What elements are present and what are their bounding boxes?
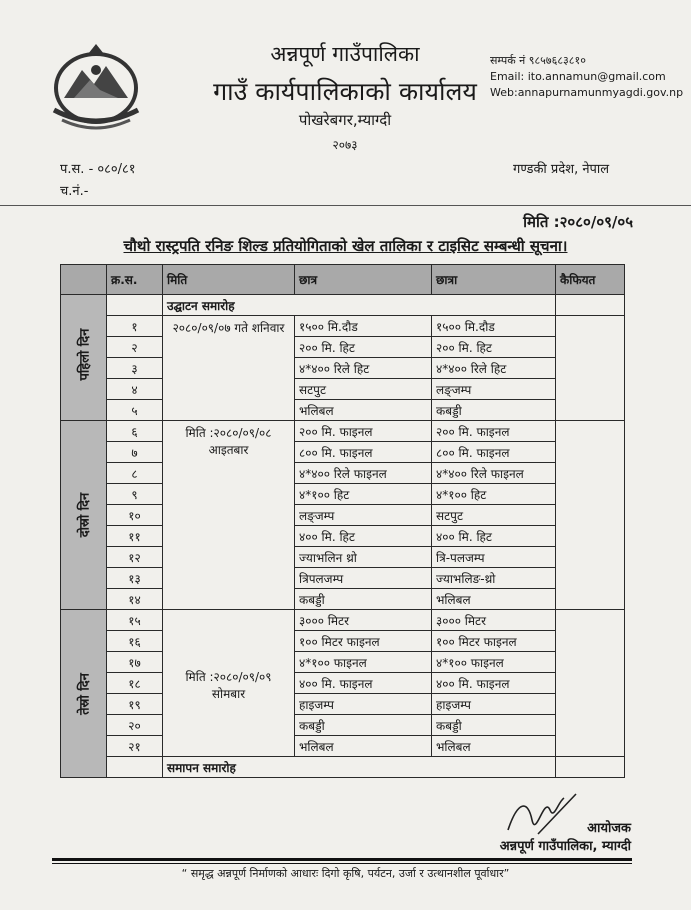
serial-number: १७ (107, 652, 163, 673)
boys-event: ज्याभलिन थ्रो (295, 547, 432, 568)
boys-event: ४०० मि. फाइनल (295, 673, 432, 694)
table-row (61, 631, 625, 652)
girls-event: ३००० मिटर (432, 610, 556, 631)
girls-event: सटपुट (432, 505, 556, 526)
table-row (61, 652, 625, 673)
table-row (61, 337, 625, 358)
girls-event: भलिबल (432, 736, 556, 757)
table-row (61, 316, 625, 337)
serial-number: ४ (107, 379, 163, 400)
day-label-cell (61, 610, 107, 778)
table-row (61, 442, 625, 463)
boys-event: ८०० मि. फाइनल (295, 442, 432, 463)
table-row (61, 673, 625, 694)
boys-event: ४*१०० फाइनल (295, 652, 432, 673)
table-row (61, 484, 625, 505)
serial-number: ८ (107, 463, 163, 484)
boys-event: हाइजम्प (295, 694, 432, 715)
serial-number: २० (107, 715, 163, 736)
serial-number: ९ (107, 484, 163, 505)
day-date-cell (163, 421, 295, 610)
serial-number: ५ (107, 400, 163, 421)
girls-event: हाइजम्प (432, 694, 556, 715)
notice-date: मिति :२०८०/०९/०५ (523, 213, 633, 231)
serial-number: १९ (107, 694, 163, 715)
reference-number: प.स. - ०८०/८१ (60, 162, 136, 177)
girls-event: ४०० मि. फाइनल (432, 673, 556, 694)
day-date: मिति :२०८०/०९/०९ (185, 669, 272, 684)
girls-event: २०० मि. फाइनल (432, 421, 556, 442)
boys-event: भलिबल (295, 400, 432, 421)
serial-number: ११ (107, 526, 163, 547)
office-title: गाउँ कार्यपालिकाको कार्यालय (213, 77, 477, 106)
table-row (61, 757, 625, 778)
table-row (61, 463, 625, 484)
girls-event: त्रि-पलजम्प (432, 547, 556, 568)
girls-event: ८०० मि. फाइनल (432, 442, 556, 463)
girls-event: २०० मि. हिट (432, 337, 556, 358)
serial-number: २१ (107, 736, 163, 757)
girls-event: लङ्जम्प (432, 379, 556, 400)
serial-number: १३ (107, 568, 163, 589)
column-header-date: मिति (163, 265, 295, 295)
notice-subject: चौथो रास्ट्रपति रनिङ शिल्ड प्रतियोगिताको खेल तालिका र टाइसिट सम्बन्धी सूचना। (123, 237, 568, 255)
organiser-label: आयोजक (587, 821, 631, 836)
table-row (61, 568, 625, 589)
table-row (61, 358, 625, 379)
office-name: अन्नपूर्ण गाउँपालिका (270, 42, 420, 66)
column-header-boys: छात्र (295, 265, 432, 295)
day-label: पहिलो दिन (77, 328, 93, 380)
boys-event: ४*४०० रिले हिट (295, 358, 432, 379)
province-name: गण्डकी प्रदेश, नेपाल (513, 162, 610, 177)
day-label: तेस्रो दिन (77, 672, 93, 715)
opening-ceremony: उद्घाटन समारोह (163, 295, 556, 316)
boys-event: १५०० मि.दौड (295, 316, 432, 337)
serial-number: २ (107, 337, 163, 358)
boys-event: ४*१०० हिट (295, 484, 432, 505)
footer-divider-thin (52, 863, 632, 864)
day-label-cell (61, 421, 107, 610)
day-date-cell (163, 316, 295, 421)
office-address: पोखरेबगर,म्याग्दी (298, 111, 392, 129)
boys-event: सटपुट (295, 379, 432, 400)
day-date-cell (163, 610, 295, 757)
serial-number: १५ (107, 610, 163, 631)
boys-event: कबड्डी (295, 715, 432, 736)
boys-event: ४*४०० रिले फाइनल (295, 463, 432, 484)
column-header-sn: क्र.स. (107, 265, 163, 295)
establishment-year: २०७३ (332, 138, 358, 152)
day-label: दोस्रो दिन (77, 492, 93, 538)
boys-event: २०० मि. हिट (295, 337, 432, 358)
boys-event: ४०० मि. हिट (295, 526, 432, 547)
day-date: मिति :२०८०/०९/०८ (185, 426, 272, 440)
girls-event: ४*४०० रिले हिट (432, 358, 556, 379)
girls-event: कबड्डी (432, 715, 556, 736)
serial-number: ७ (107, 442, 163, 463)
table-row (61, 505, 625, 526)
boys-event: २०० मि. फाइनल (295, 421, 432, 442)
day-date: २०८०/०९/०७ गते शनिवार (172, 321, 285, 335)
organiser-name: अन्नपूर्ण गाउँपालिका, म्याग्दी (499, 839, 631, 854)
table-row (61, 421, 625, 442)
girls-event: भलिबल (432, 589, 556, 610)
serial-number: ३ (107, 358, 163, 379)
table-row (61, 295, 625, 316)
contact-phone: सम्पर्क नं ९८५७६८३८१० (490, 54, 586, 67)
header-divider (0, 205, 691, 206)
contact-web[interactable]: Web:annapurnamunmyagdi.gov.np (490, 86, 684, 99)
column-header (61, 265, 107, 295)
serial-number: १६ (107, 631, 163, 652)
girls-event: कबड्डी (432, 400, 556, 421)
girls-event: ४०० मि. हिट (432, 526, 556, 547)
footer-motto: “ समृद्ध अन्नपूर्ण निर्माणको आधारः दिगो कृषि, पर्यटन, उर्जा र उत्थानशील पूर्वाधार” (181, 867, 510, 880)
day-weekday: सोमबार (211, 686, 246, 701)
remarks-cell (556, 421, 625, 610)
table-row (61, 736, 625, 757)
girls-event: १५०० मि.दौड (432, 316, 556, 337)
table-row (61, 715, 625, 736)
table-header-row (61, 265, 625, 295)
girls-event: १०० मिटर फाइनल (432, 631, 556, 652)
girls-event: ४*१०० हिट (432, 484, 556, 505)
table-row (61, 589, 625, 610)
serial-number: १० (107, 505, 163, 526)
serial-number: १४ (107, 589, 163, 610)
signature-icon (498, 790, 588, 842)
government-emblem-icon (44, 40, 148, 132)
day-label-cell (61, 295, 107, 421)
dispatch-number: च.नं.- (60, 184, 89, 199)
closing-ceremony: समापन समारोह (163, 757, 556, 778)
boys-event: त्रिपलजम्प (295, 568, 432, 589)
boys-event: लङ्जम्प (295, 505, 432, 526)
table-row (61, 547, 625, 568)
table-row (61, 610, 625, 631)
schedule-table (60, 264, 625, 778)
girls-event: ४*१०० फाइनल (432, 652, 556, 673)
serial-number: ६ (107, 421, 163, 442)
girls-event: ४*४०० रिले फाइनल (432, 463, 556, 484)
table-row (61, 379, 625, 400)
footer-divider (52, 858, 632, 861)
boys-event: ३००० मिटर (295, 610, 432, 631)
column-header-girls: छात्रा (432, 265, 556, 295)
remarks-cell (556, 610, 625, 757)
boys-event: १०० मिटर फाइनल (295, 631, 432, 652)
table-row (61, 400, 625, 421)
day-weekday: आइतबार (208, 443, 249, 457)
table-row (61, 694, 625, 715)
boys-event: कबड्डी (295, 589, 432, 610)
column-header-remarks: कैफियत (556, 265, 625, 295)
serial-number: १ (107, 316, 163, 337)
girls-event: ज्याभलिङ-थ्रो (432, 568, 556, 589)
table-row (61, 526, 625, 547)
boys-event: भलिबल (295, 736, 432, 757)
serial-number: १८ (107, 673, 163, 694)
remarks-cell (556, 316, 625, 421)
contact-email[interactable]: Email: ito.annamun@gmail.com (490, 70, 666, 83)
serial-number: १२ (107, 547, 163, 568)
